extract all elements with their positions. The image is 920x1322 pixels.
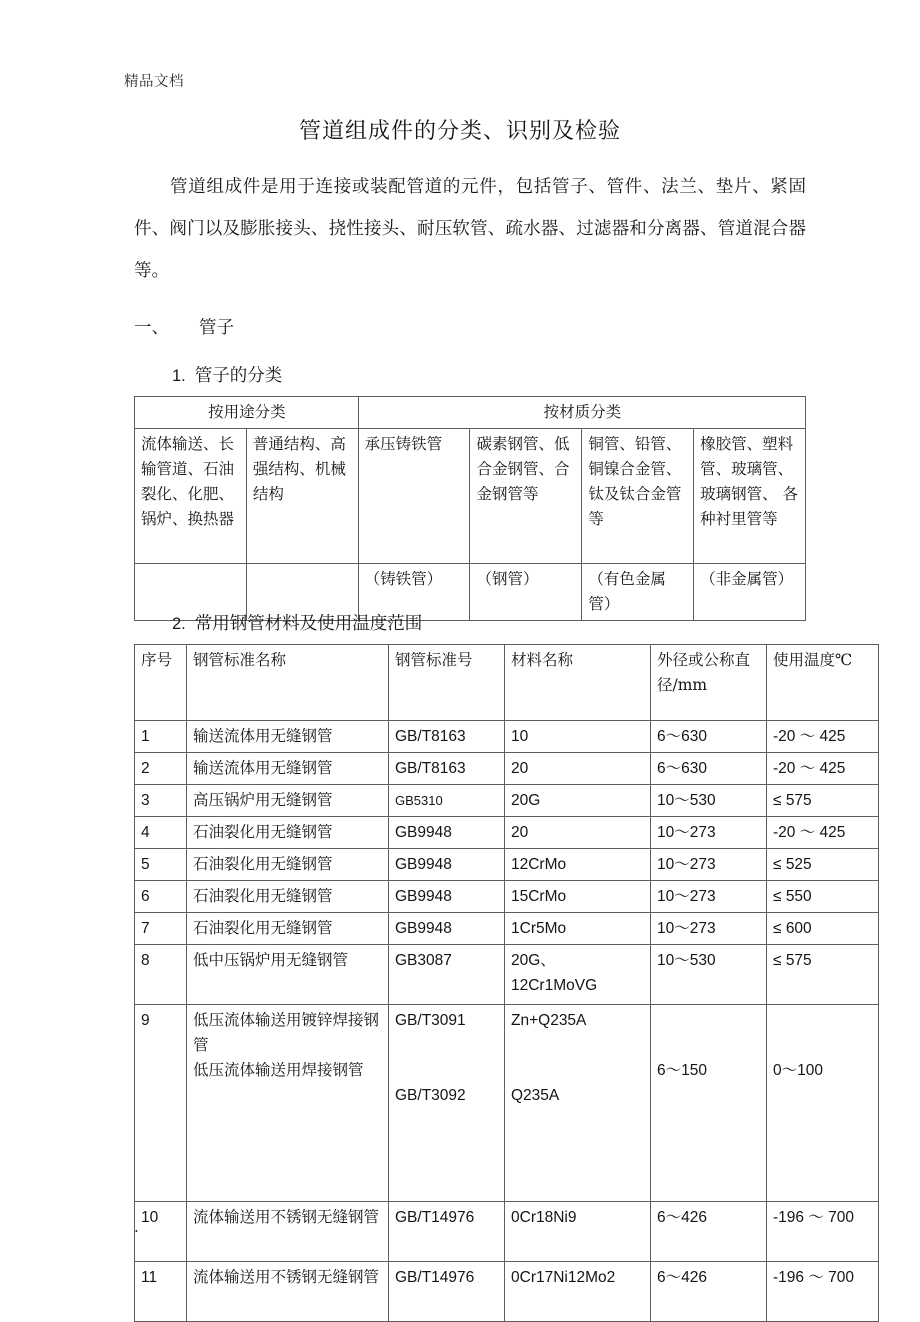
header-cell-temperature: 使用温度℃ <box>767 645 879 721</box>
cell-standard-name-line-2: 低压流体输送用焊接钢管 <box>193 1061 364 1079</box>
section-heading-number: 一、 <box>134 318 169 338</box>
cell-standard-name: 石油裂化用无缝钢管 <box>187 849 389 881</box>
cell-tail-nonferrous: （有色金属管） <box>582 564 694 621</box>
table-row <box>135 817 879 849</box>
header-cell-material-name: 材料名称 <box>505 645 651 721</box>
table-row <box>135 1262 879 1322</box>
cell-standard-name: 流体输送用不锈钢无缝钢管 <box>187 1262 389 1322</box>
cell-tail-cast-iron: （铸铁管） <box>358 564 470 621</box>
header-cell-standard-name: 钢管标准名称 <box>187 645 389 721</box>
cell-no: 8 <box>141 952 150 969</box>
cell-diameter: 6～630 <box>657 760 707 777</box>
cell-no: 2 <box>141 760 150 777</box>
table-row <box>135 1005 879 1202</box>
cell-temperature: -20 ～ 425 <box>773 728 846 745</box>
cell-standard-name: 石油裂化用无缝钢管 <box>187 817 389 849</box>
cell-no: 9 <box>141 1012 150 1029</box>
cell-material-nonmetal: 橡胶管、塑料管、玻璃管、玻璃钢管、 各种衬里管等 <box>694 429 806 564</box>
cell-standard-no-line-2: GB/T3092 <box>395 1087 466 1104</box>
subsection-number-1: 1. <box>172 367 186 385</box>
cell-diameter: 6～150 <box>657 1062 707 1079</box>
cell-diameter: 6～630 <box>657 728 707 745</box>
cell-temperature: -20 ～ 425 <box>773 824 846 841</box>
cell-temperature: ≤ 550 <box>773 888 812 905</box>
page-title: 管道组成件的分类、识别及检验 <box>298 119 621 144</box>
header-cell-no: 序号 <box>135 645 187 721</box>
cell-temperature: 0～100 <box>773 1062 823 1079</box>
cell-no: 4 <box>141 824 150 841</box>
cell-diameter: 6～426 <box>657 1209 707 1226</box>
cell-no: 3 <box>141 792 150 809</box>
cell-temperature: -20 ～ 425 <box>773 760 846 777</box>
table-row <box>135 785 879 817</box>
cell-material: 20 <box>511 824 529 841</box>
cell-diameter: 10～273 <box>657 888 716 905</box>
intro-paragraph: 管道组成件是用于连接或装配管道的元件，包括管子、管件、法兰、垫片、紧固件、阀门以及膨胀接头、挠性接头、耐压软管、疏水器、过滤器和分离器、管道混合器等。 <box>134 177 806 281</box>
cell-standard-name: 石油裂化用无缝钢管 <box>187 881 389 913</box>
cell-standard-no: GB5310 <box>395 793 443 808</box>
cell-tail-steel: （钢管） <box>470 564 582 621</box>
cell-standard-no: GB/T8163 <box>395 760 466 777</box>
cell-standard-no: GB9948 <box>395 856 452 873</box>
cell-material: 20 <box>511 760 529 777</box>
cell-material: 20G <box>511 792 541 809</box>
cell-standard-no: GB9948 <box>395 888 452 905</box>
cell-material: 12CrMo <box>511 856 567 873</box>
cell-standard-no: GB/T14976 <box>395 1269 475 1286</box>
cell-standard-name: 流体输送用不锈钢无缝钢管 <box>187 1202 389 1262</box>
section-heading-pipes <box>134 314 234 339</box>
cell-material: 0Cr18Ni9 <box>511 1209 577 1226</box>
cell-no: 10 <box>141 1209 159 1226</box>
cell-temperature: ≤ 600 <box>773 920 812 937</box>
cell-spacer <box>395 1033 499 1058</box>
cell-spacer <box>395 1058 499 1083</box>
header-cell-diameter: 外径或公称直径/mm <box>651 645 767 721</box>
cell-no: 7 <box>141 920 150 937</box>
cell-diameter: 10～273 <box>657 824 716 841</box>
table-header-row <box>135 397 806 429</box>
cell-standard-no: GB3087 <box>395 952 452 969</box>
cell-standard-name-line-1: 低压流体输送用镀锌焊接钢管 <box>193 1011 380 1054</box>
cell-diameter: 10～273 <box>657 856 716 873</box>
cell-spacer <box>511 1058 645 1083</box>
cell-material-line-1: 20G、 <box>511 952 556 969</box>
cell-material: 0Cr17Ni12Mo2 <box>511 1269 616 1286</box>
table-row <box>135 1202 879 1262</box>
cell-standard-no-line-1: GB/T3091 <box>395 1012 466 1029</box>
table-row <box>135 429 806 564</box>
table-row <box>135 881 879 913</box>
cell-diameter: 10～530 <box>657 952 716 969</box>
subsection-label-2: 常用钢管材料及使用温度范围 <box>194 614 423 634</box>
header-cell-by-material: 按材质分类 <box>358 397 805 429</box>
cell-standard-name: 输送流体用无缝钢管 <box>187 721 389 753</box>
cell-diameter: 10～530 <box>657 792 716 809</box>
subsection-label-1: 管子的分类 <box>194 366 283 386</box>
cell-standard-name: 低中压锅炉用无缝钢管 <box>187 945 389 1005</box>
cell-temperature: ≤ 525 <box>773 856 812 873</box>
table-pipe-classification <box>134 396 806 621</box>
table-row <box>135 913 879 945</box>
cell-standard-no: GB9948 <box>395 824 452 841</box>
cell-temperature: -196 ～ 700 <box>773 1269 854 1286</box>
section-heading-label: 管子 <box>199 318 234 338</box>
cell-no: 11 <box>141 1269 158 1286</box>
cell-standard-name: 高压锅炉用无缝钢管 <box>187 785 389 817</box>
cell-material-steel: 碳素钢管、低合金钢管、合金钢管等 <box>470 429 582 564</box>
cell-material-nonferrous: 铜管、铅管、铜镍合金管、钛及钛合金管等 <box>582 429 694 564</box>
cell-temperature: ≤ 575 <box>773 792 812 809</box>
cell-temperature: -196 ～ 700 <box>773 1209 854 1226</box>
cell-standard-no: GB/T14976 <box>395 1209 475 1226</box>
cell-no: 5 <box>141 856 150 873</box>
cell-material: 15CrMo <box>511 888 567 905</box>
cell-tail-nonmetal: （非金属管） <box>694 564 806 621</box>
footer-mark: . <box>134 1218 139 1236</box>
table-row <box>135 849 879 881</box>
cell-material-cast-iron: 承压铸铁管 <box>358 429 470 564</box>
cell-spacer <box>511 1033 645 1058</box>
subsection-number-2: 2. <box>172 615 186 633</box>
watermark-label: 精品文档 <box>124 74 184 90</box>
cell-temperature: ≤ 575 <box>773 952 812 969</box>
cell-standard-name: 石油裂化用无缝钢管 <box>187 913 389 945</box>
cell-material: 1Cr5Mo <box>511 920 567 937</box>
cell-diameter: 10～273 <box>657 920 716 937</box>
subsection-heading-classification <box>172 362 282 387</box>
cell-diameter: 6～426 <box>657 1269 707 1286</box>
table-header-row <box>135 645 879 721</box>
table-row <box>135 753 879 785</box>
cell-use-structural: 普通结构、高强结构、机械结构 <box>246 429 358 564</box>
cell-standard-name: 输送流体用无缝钢管 <box>187 753 389 785</box>
cell-material-line-2: Q235A <box>511 1087 560 1104</box>
table-row <box>135 945 879 1005</box>
cell-standard-no: GB/T8163 <box>395 728 466 745</box>
cell-material: 10 <box>511 728 529 745</box>
table-row <box>135 721 879 753</box>
header-cell-by-use: 按用途分类 <box>135 397 359 429</box>
cell-material-line-2: 12Cr1MoVG <box>511 977 598 994</box>
table-steel-pipe-materials <box>134 644 879 1322</box>
cell-use-fluid-transport: 流体输送、长输管道、石油裂化、化肥、锅炉、换热器 <box>135 429 247 564</box>
cell-standard-no: GB9948 <box>395 920 452 937</box>
cell-no: 6 <box>141 888 150 905</box>
cell-no: 1 <box>141 728 150 745</box>
subsection-heading-materials <box>172 610 422 635</box>
cell-material-line-1: Zn+Q235A <box>511 1012 587 1029</box>
header-cell-standard-no: 钢管标准号 <box>389 645 505 721</box>
